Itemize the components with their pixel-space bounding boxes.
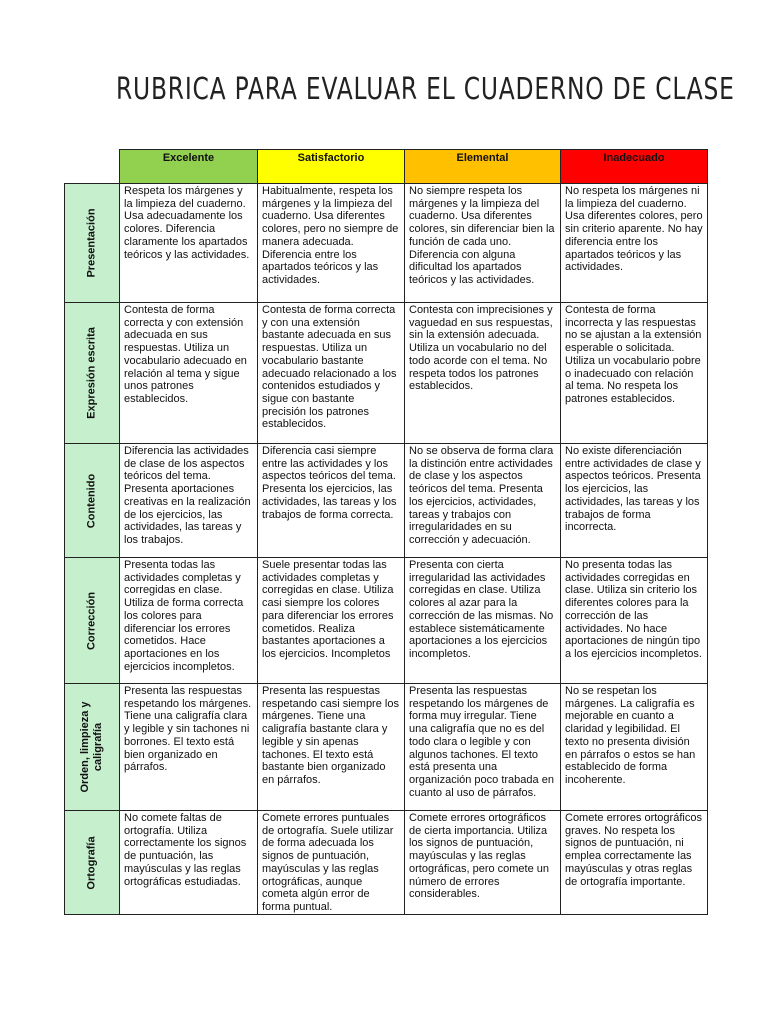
rubric-cell: Comete errores ortográficos de cierta importancia. Utiliza los signos de puntuación, mayúsculas y las reglas ortográficas, pero comete un número de errores considerables.	[405, 811, 561, 915]
category-label: Contenido	[85, 473, 98, 528]
table-row	[65, 558, 708, 684]
category-cell-orden-limpieza-caligrafia	[65, 684, 120, 811]
category-cell-ortografia	[65, 811, 120, 915]
table-row	[65, 444, 708, 558]
rubric-cell: Diferencia casi siempre entre las actividades y los aspectos teóricos del tema. Presenta los ejercicios, las actividades, las tareas y los trabajos de forma correcta.	[258, 444, 405, 558]
level-header-inadecuado: Inadecuado	[561, 150, 708, 184]
page-title: RUBRICA PARA EVALUAR EL CUADERNO DE CLASE	[116, 72, 735, 107]
rubric-cell: No presenta todas las actividades corregidas en clase. Utiliza sin criterio los diferentes colores para la corrección de las actividades. No hace aportaciones de ningún tipo a los ejercicios incompletos.	[561, 558, 708, 684]
table-row	[65, 184, 708, 303]
rubric-cell: No comete faltas de ortografía. Utiliza correctamente los signos de puntuación, las mayúsculas y las reglas ortográficas estudiadas.	[120, 811, 258, 915]
level-header-excelente: Excelente	[120, 150, 258, 184]
rubric-cell: Presenta con cierta irregularidad las actividades corregidas en clase. Utiliza colores al azar para la corrección de las mismas. No establece sistemáticamente aportaciones a los ejercicios incompletos.	[405, 558, 561, 684]
rubric-cell: Presenta las respuestas respetando los márgenes de forma muy irregular. Tiene una caligrafía que no es del todo clara o legible y con algunos tachones. El texto está presenta una organización poco trabada en cuanto al uso de párrafos.	[405, 684, 561, 811]
rubric-cell: No se respetan los márgenes. La caligrafía es mejorable en cuanto a claridad y legibilidad. El texto no presenta división en párrafos o estos se han establecido de forma incoherente.	[561, 684, 708, 811]
rubric-cell: Suele presentar todas las actividades completas y corregidas en clase. Utiliza casi siempre los colores para diferenciar los errores cometidos. Realiza bastantes aportaciones a los ejercicios. Incompletos	[258, 558, 405, 684]
category-label-line: caligrafía	[92, 722, 104, 772]
rubric-cell: Respeta los márgenes y la limpieza del cuaderno. Usa adecuadamente los colores. Diferencia claramente los apartados teóricos y las actividades.	[120, 184, 258, 303]
table-row	[65, 811, 708, 915]
rubric-cell: No respeta los márgenes ni la limpieza del cuaderno. Usa diferentes colores, pero sin criterio aparente. No hay diferencia entre los apartados teóricos y las actividades.	[561, 184, 708, 303]
rubric-cell: Presenta las respuestas respetando los márgenes. Tiene una caligrafía clara y legible y sin tachones ni borrones. El texto está bien organizado en párrafos.	[120, 684, 258, 811]
rubric-cell: Contesta de forma correcta y con extensión adecuada en sus respuestas. Utiliza un vocabulario adecuado en relación al tema y sigue unos patrones establecidos.	[120, 303, 258, 444]
category-label	[79, 701, 105, 792]
rubric-cell: No se observa de forma clara la distinción entre actividades de clase y los aspectos teóricos del tema. Presenta los ejercicios, actividades, tareas y trabajos con irregularidades en su corrección y adecuación.	[405, 444, 561, 558]
rubric-cell: Contesta de forma correcta y con una extensión bastante adecuada en sus respuestas. Utiliza un vocabulario bastante adecuado relacionado a los contenidos estudiados y sigue con bastante precisión los patrones establecidos.	[258, 303, 405, 444]
category-label-line: Orden, limpieza y	[79, 701, 91, 793]
rubric-cell: Comete errores puntuales de ortografía. Suele utilizar de forma adecuada los signos de puntuación, mayúsculas y las reglas ortográficas, aunque cometa algún error de forma puntual.	[258, 811, 405, 915]
category-label: Ortografía	[85, 835, 98, 890]
category-cell-expresion-escrita	[65, 303, 120, 444]
category-cell-correccion	[65, 558, 120, 684]
category-label: Presentación	[85, 208, 98, 278]
level-header-satisfactorio: Satisfactorio	[258, 150, 405, 184]
category-label: Corrección	[85, 591, 98, 650]
rubric-cell: Diferencia las actividades de clase de los aspectos teóricos del tema. Presenta aportaciones creativas en la realización de los ejercicios, las actividades, las tareas y los trabajos.	[120, 444, 258, 558]
category-cell-presentacion	[65, 184, 120, 303]
level-header-elemental: Elemental	[405, 150, 561, 184]
category-label: Expresión escrita	[85, 327, 98, 419]
category-cell-contenido	[65, 444, 120, 558]
rubric-cell: Presenta todas las actividades completas y corregidas en clase. Utiliza de forma correcta los colores para diferenciar los errores cometidos. Hace aportaciones en los ejercicios incompletos.	[120, 558, 258, 684]
rubric-cell: Habitualmente, respeta los márgenes y la limpieza del cuaderno. Usa diferentes colores, pero no siempre de manera adecuada. Diferencia entre los apartados teóricos y las actividades.	[258, 184, 405, 303]
table-row	[65, 303, 708, 444]
header-corner	[65, 150, 120, 184]
rubric-cell: Contesta de forma incorrecta y las respuestas no se ajustan a la extensión esperable o solicitada. Utiliza un vocabulario pobre o inadecuado con relación al tema. No respeta los patrones establecidos.	[561, 303, 708, 444]
rubric-cell: Contesta con imprecisiones y vaguedad en sus respuestas, sin la extensión adecuada. Utiliza un vocabulario no del todo acorde con el tema. No respeta todos los patrones establecidos.	[405, 303, 561, 444]
header-row	[65, 150, 708, 184]
rubric-cell: No existe diferenciación entre actividades de clase y aspectos teóricos. Presenta los ejercicios, las actividades, las tareas y los trabajos de forma incorrecta.	[561, 444, 708, 558]
rubric-cell: Presenta las respuestas respetando casi siempre los márgenes. Tiene una caligrafía bastante clara y legible y sin apenas tachones. El texto está bastante bien organizado en párrafos.	[258, 684, 405, 811]
rubric-cell: No siempre respeta los márgenes y la limpieza del cuaderno. Usa diferentes colores, sin diferenciar bien la función de cada uno. Diferencia con alguna dificultad los apartados teóricos y las actividades.	[405, 184, 561, 303]
rubric-table	[64, 149, 708, 915]
rubric-cell: Comete errores ortográficos graves. No respeta los signos de puntuación, ni emplea correctamente las mayúsculas y otras reglas de ortografía importante.	[561, 811, 708, 915]
table-row	[65, 684, 708, 811]
